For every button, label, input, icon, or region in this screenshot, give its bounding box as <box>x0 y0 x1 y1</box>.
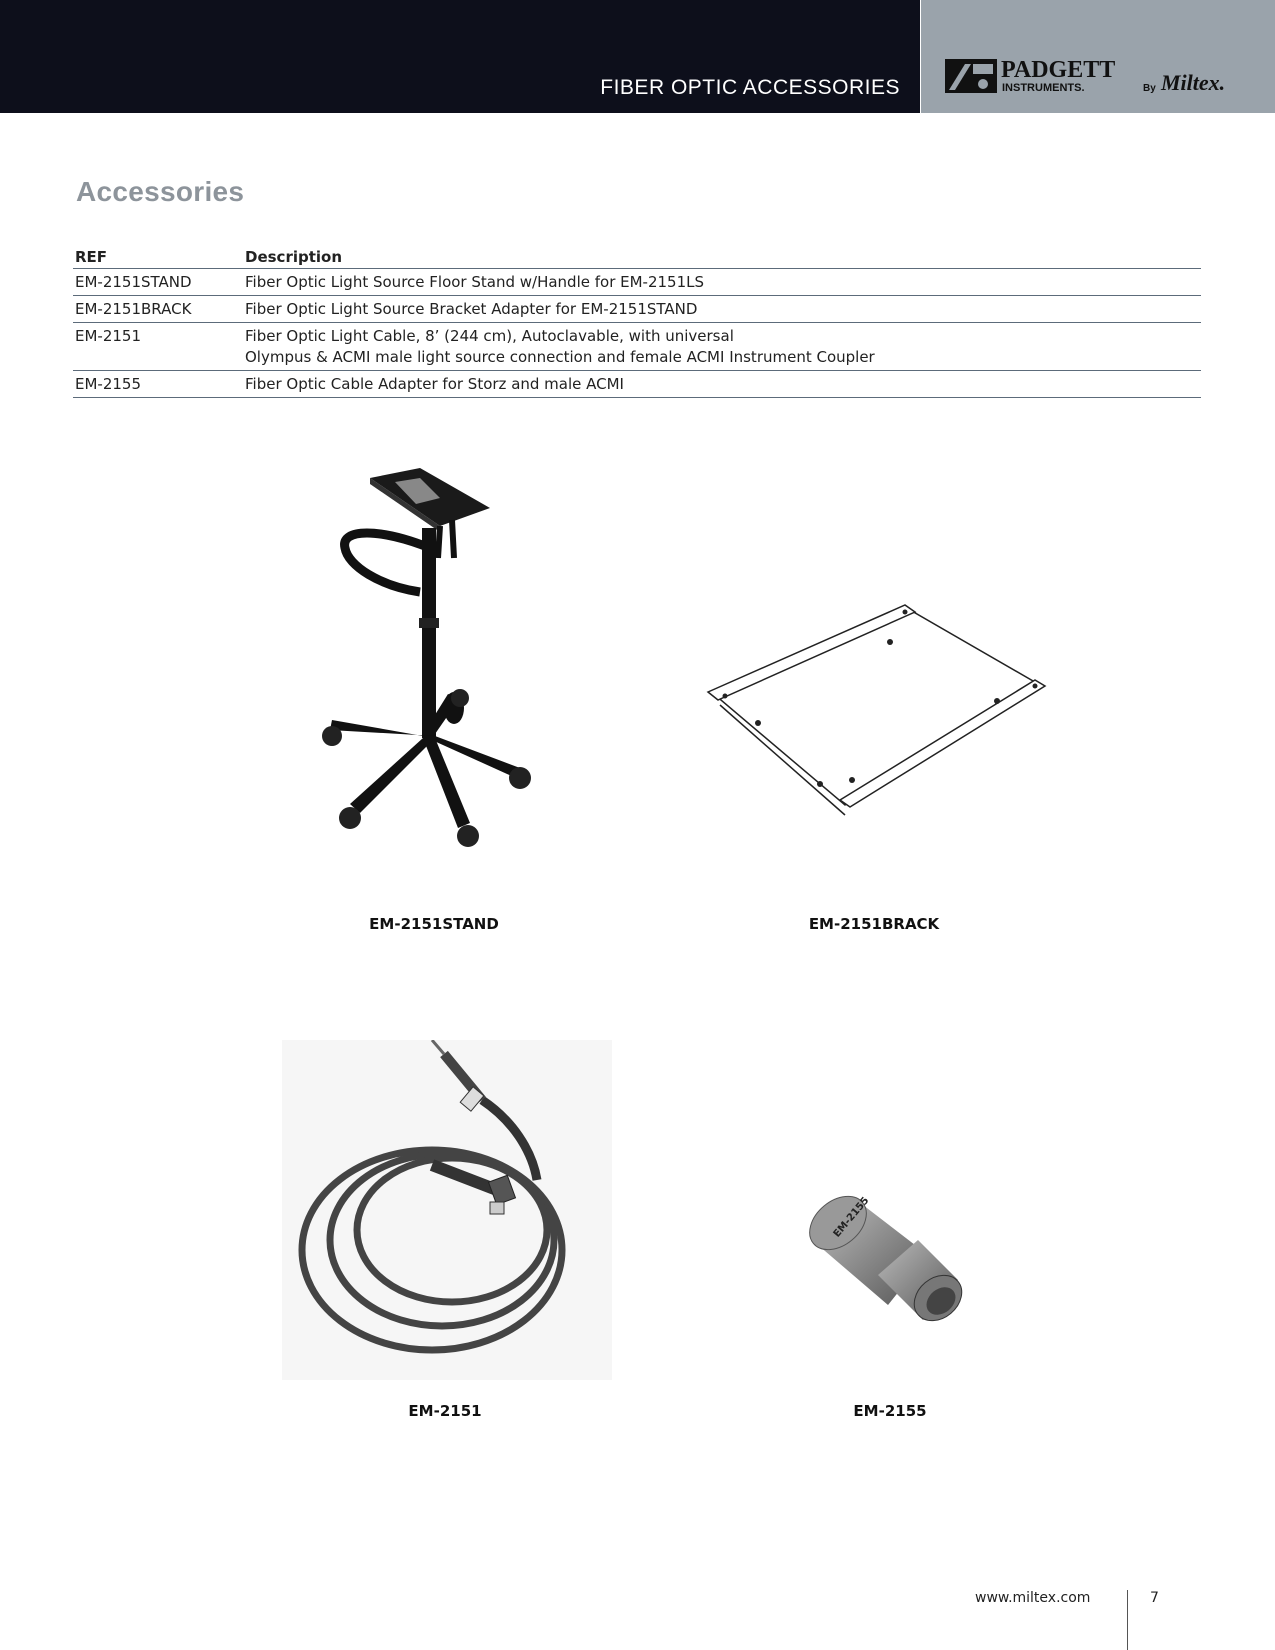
brand-name: PADGETT <box>1001 57 1116 83</box>
column-header-ref: REF <box>73 245 243 269</box>
ref-cell: EM-2151BRACK <box>73 296 243 323</box>
bracket-illustration <box>700 600 1050 820</box>
footer-divider <box>1127 1590 1128 1650</box>
description-cell: Fiber Optic Cable Adapter for Storz and male ACMI <box>243 371 1201 398</box>
table-row <box>73 269 1201 296</box>
light-cable-illustration <box>282 1040 612 1380</box>
product-caption: EM-2151 <box>408 1402 482 1420</box>
ref-cell: EM-2151 <box>73 323 243 371</box>
table-row <box>73 371 1201 398</box>
table-row <box>73 296 1201 323</box>
description-cell: Fiber Optic Light Source Floor Stand w/Handle for EM-2151LS <box>243 269 1201 296</box>
description-cell: Fiber Optic Light Cable, 8’ (244 cm), Autoclavable, with universal Olympus & ACMI male light source connection and female ACMI Instrument Coupler <box>243 323 1201 371</box>
header-bar <box>0 0 920 113</box>
footer-url[interactable]: www.miltex.com <box>975 1590 1091 1606</box>
ref-cell: EM-2151STAND <box>73 269 243 296</box>
product-image-adapter <box>808 1195 968 1355</box>
table-row <box>73 323 1201 371</box>
product-image-bracket <box>700 600 1050 820</box>
cable-adapter-illustration <box>808 1195 968 1355</box>
header-section-title: FIBER OPTIC ACCESSORIES <box>600 76 900 99</box>
ref-cell: EM-2155 <box>73 371 243 398</box>
page-title: Accessories <box>76 176 245 207</box>
table-header-row <box>73 245 1201 269</box>
page-number: 7 <box>1150 1590 1159 1606</box>
brand-partner: Miltex. <box>1161 70 1226 95</box>
product-caption: EM-2151STAND <box>369 915 499 933</box>
product-caption: EM-2155 <box>853 1402 927 1420</box>
padgett-miltex-logo <box>945 56 1245 96</box>
brand-by: By <box>1143 83 1156 94</box>
brand-panel <box>921 0 1275 113</box>
padgett-mark-icon <box>945 59 997 93</box>
product-caption: EM-2151BRACK <box>808 915 940 933</box>
description-cell: Fiber Optic Light Source Bracket Adapter for EM-2151STAND <box>243 296 1201 323</box>
product-image-cable <box>282 1040 612 1380</box>
column-header-description: Description <box>243 245 1201 269</box>
brand-sub: INSTRUMENTS. <box>1002 82 1085 94</box>
floor-stand-illustration <box>320 468 560 868</box>
accessories-table <box>73 245 1201 398</box>
adapter-label: EM-2155 <box>831 1195 872 1240</box>
product-image-stand <box>320 468 560 868</box>
